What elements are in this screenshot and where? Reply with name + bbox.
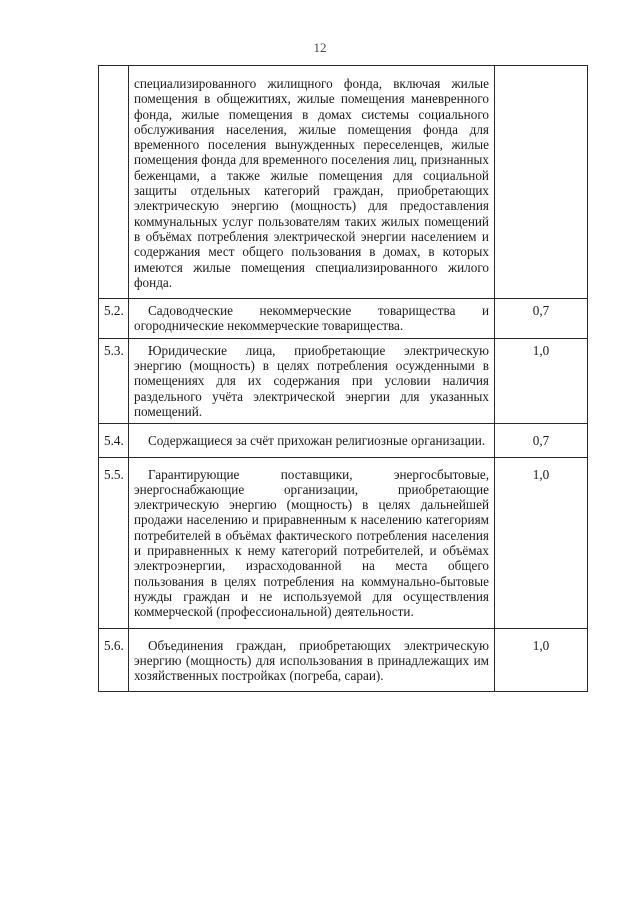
row-value: 0,7	[495, 424, 588, 457]
row-text: Содержащиеся за счёт прихожан религиозные организации.	[129, 424, 495, 457]
row-text: специализированного жилищного фонда, включая жилые помещения в общежитиях, жилые помещения маневренного фонда, жилые помещения в домах системы социального обслуживания населения, жилые помещения фонда для временного поселения вынужденных переселенцев, жилые помещения фонда для временного поселения лиц, признанных беженцами, а также жилые помещения для социальной защиты отдельных категорий граждан, приобретающих электрическую энергию (мощность) для предоставления коммунальных услуг пользователям таких жилых помещений в объёмах потребления электрической энергии населением и содержания мест общего пользования в домах, в которых имеются жилые помещения специализированного жилого фонда.	[129, 66, 495, 299]
row-value: 1,0	[495, 628, 588, 692]
row-number: 5.4.	[99, 424, 129, 457]
table-row	[99, 457, 588, 628]
row-text: Юридические лица, приобретающие электрическую энергию (мощность) в целях потребления осужденными в помещениях для их содержания при условии наличия раздельного учёта электрической энергии для указанных помещений.	[129, 338, 495, 423]
table-row	[99, 338, 588, 423]
table-row	[99, 66, 588, 299]
page-number: 12	[313, 40, 327, 55]
tariff-table	[98, 65, 588, 692]
table-row	[99, 628, 588, 692]
row-text: Гарантирующие поставщики, энергосбытовые, энергоснабжающие организации, приобретающие электрическую энергию (мощность) в целях дальнейшей продажи населению и приравненным к населению категориям потребителей в объёмах фактического потребления населения и приравненных к нему категорий потребителей, и объёмах электроэнергии, израсходованной на места общего пользования в целях потребления на коммунально-бытовые нужды граждан и не используемой для осуществления коммерческой (профессиональной) деятельности.	[129, 457, 495, 628]
row-value: 1,0	[495, 457, 588, 628]
row-number: 5.3.	[99, 338, 129, 423]
row-number: 5.6.	[99, 628, 129, 692]
table-row	[99, 299, 588, 339]
table-row	[99, 424, 588, 457]
row-number: 5.2.	[99, 299, 129, 339]
row-number	[99, 66, 129, 299]
row-text: Садоводческие некоммерческие товарищества и огороднические некоммерческие товарищества.	[129, 299, 495, 339]
row-number: 5.5.	[99, 457, 129, 628]
row-text: Объединения граждан, приобретающих электрическую энергию (мощность) для использования в принадлежащих им хозяйственных постройках (погреба, сараи).	[129, 628, 495, 692]
row-value	[495, 66, 588, 299]
row-value: 0,7	[495, 299, 588, 339]
row-value: 1,0	[495, 338, 588, 423]
